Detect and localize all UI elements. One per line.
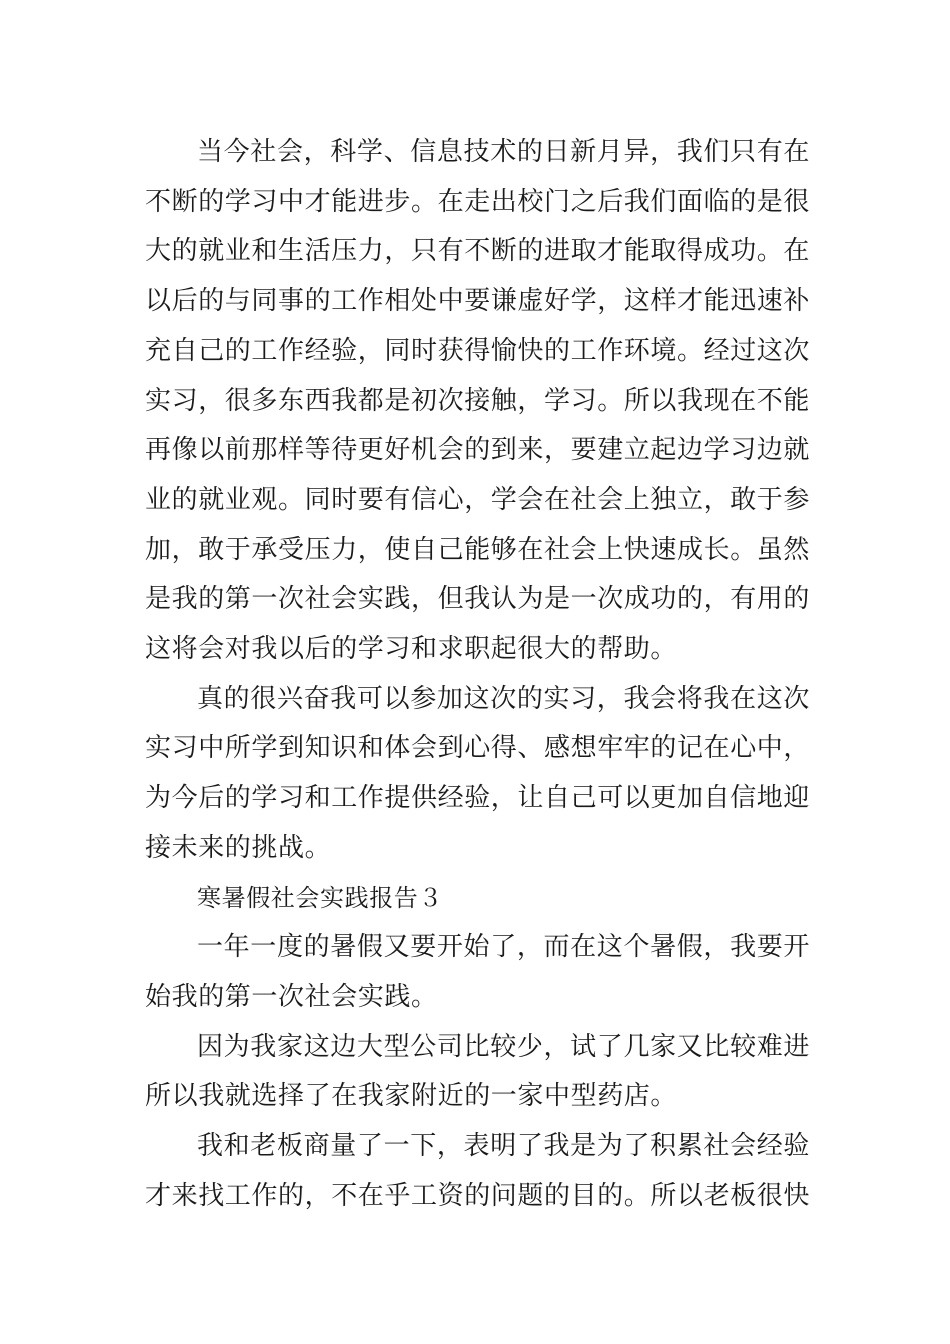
paragraph: 真的很兴奋我可以参加这次的实习，我会将我在这次实习中所学到知识和体会到心得、感想牢牢的记在心中，为今后的学习和工作提供经验，让自己可以更加自信地迎接未来的挑战。 — [145, 683, 811, 863]
document-body — [145, 128, 810, 1221]
paragraph: 因为我家这边大型公司比较少，试了几家又比较难进所以我就选择了在我家附近的一家中型药店。 — [145, 1031, 810, 1112]
section-heading: 寒暑假社会实践报告３ — [197, 883, 443, 912]
paragraph: 一年一度的暑假又要开始了，而在这个暑假，我要开始我的第一次社会实践。 — [145, 932, 810, 1012]
paragraph: 我和老板商量了一下，表明了我是为了积累社会经验才来找工作的，不在乎工资的问题的目的。所以老板很快 — [145, 1131, 811, 1211]
paragraph: 当今社会，科学、信息技术的日新月异，我们只有在不断的学习中才能进步。在走出校门之后我们面临的是很大的就业和生活压力，只有不断的进取才能取得成功。在以后的与同事的工作相处中要谦虚好学，这样才能迅速补充自己的工作经验，同时获得愉快的工作环境。经过这次实习，很多东西我都是初次接触，学习。所以我现在不能再像以前那样等待更好机会的到来，要建立起边学习边就业的就业观。同时要有信心，学会在社会上独立，敢于参加，敢于承受压力，使自己能够在社会上快速成长。虽然是我的第一次社会实践，但我认为是一次成功的，有用的这将会对我以后的学习和求职起很大的帮助。 — [145, 137, 811, 665]
